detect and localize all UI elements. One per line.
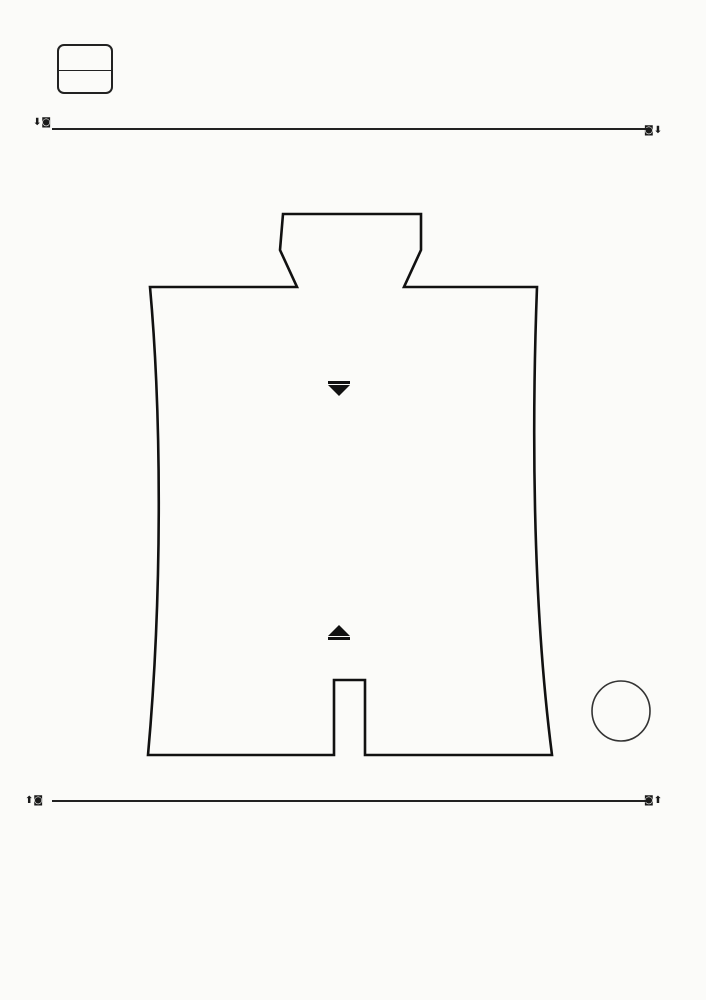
score-circle [592, 681, 650, 741]
bottom-rule [52, 800, 648, 802]
title-markers [328, 381, 350, 640]
camera-icon: ⬇◙ [33, 117, 52, 128]
camera-icon: ⬆◙ [25, 795, 44, 806]
triangle-bottom-icon [328, 625, 350, 636]
vase-outline [148, 214, 552, 755]
camera-icon: ◙⬆ [644, 795, 663, 806]
triangle-top-icon [328, 385, 350, 396]
camera-icon: ◙⬇ [644, 125, 663, 136]
